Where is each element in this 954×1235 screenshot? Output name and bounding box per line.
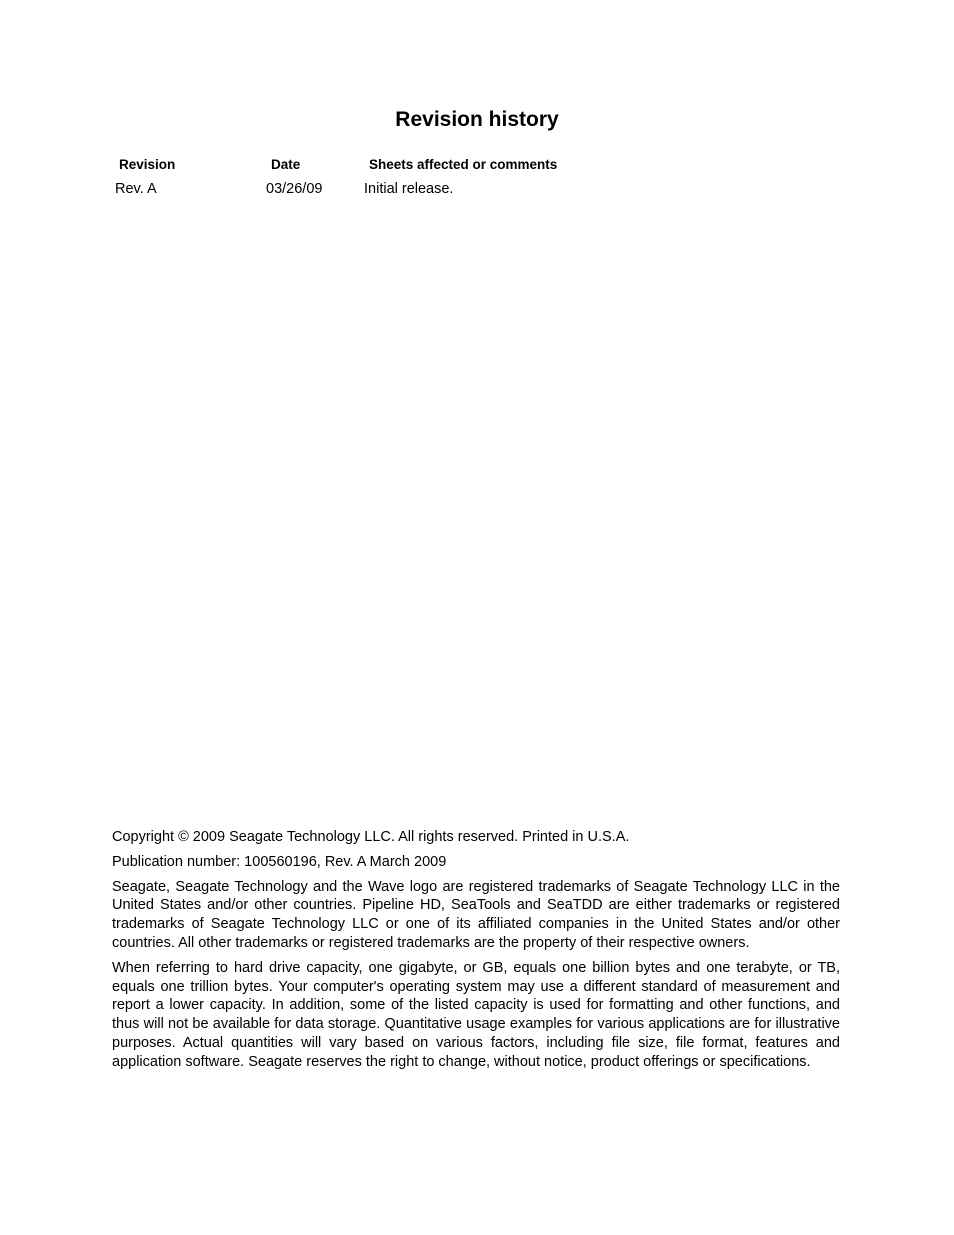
copyright-notice: Copyright © 2009 Seagate Technology LLC. All rights reserved. Printed in U.S.A. bbox=[112, 829, 630, 845]
cell-revision: Rev. A bbox=[115, 181, 157, 197]
capacity-notice: When referring to hard drive capacity, one gigabyte, or GB, equals one billion bytes and one terabyte, or TB, equals one trillion bytes. Your computer's operating system may use a different standard of measurement and report a lower capacity. In addition, some of the listed capacity is used for formatting and other functions, and thus will not be available for data storage. Quantitative usage examples for various applications are for illustrative purposes. Actual quantities will vary based on various factors, including file size, file format, features and application software. Seagate reserves the right to change, without notice, product offerings or specifications. bbox=[112, 959, 840, 1070]
revision-table bbox=[112, 157, 632, 201]
legal-footer bbox=[112, 828, 840, 1078]
header-revision: Revision bbox=[119, 157, 176, 172]
table-row bbox=[112, 181, 632, 201]
header-date: Date bbox=[271, 157, 301, 172]
trademark-notice: Seagate, Seagate Technology and the Wave logo are registered trademarks of Seagate Technology LLC in the United States and/or other countries. Pipeline HD, SeaTools and SeaTDD are either trademarks or registered trademarks of Seagate Technology LLC or one of its affiliated companies in the United States and/or other countries. All other trademarks or registered trademarks are the property of their respective owners. bbox=[112, 878, 840, 951]
revision-table-header bbox=[112, 157, 632, 177]
publication-number: Publication number: 100560196, Rev. A March 2009 bbox=[112, 853, 447, 870]
page-title: Revision history bbox=[395, 108, 559, 131]
header-comments: Sheets affected or comments bbox=[369, 157, 558, 172]
cell-comments: Initial release. bbox=[364, 181, 454, 197]
cell-date: 03/26/09 bbox=[266, 181, 323, 197]
